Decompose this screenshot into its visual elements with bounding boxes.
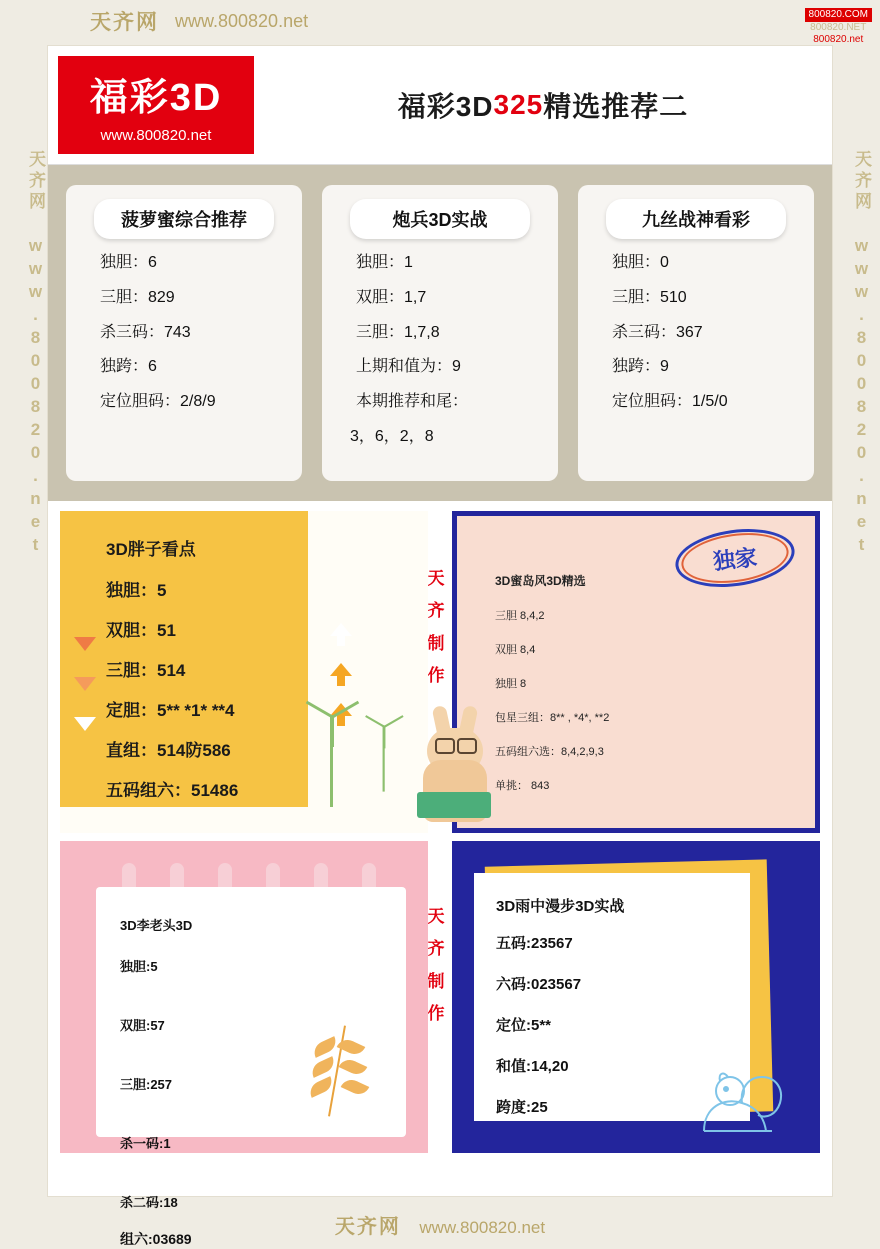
corner-stamp <box>805 4 872 45</box>
card-rainwalk-row-3: 定位:5** <box>496 1017 552 1034</box>
vertical-label-bottom-1: 天 <box>427 907 445 926</box>
fatguy-bottom-strip <box>60 807 428 833</box>
logo-url: www.800820.net <box>100 127 212 144</box>
card-rainwalk-row-4: 和值:14,20 <box>496 1058 569 1075</box>
card-boluomi-row-4: 独跨：6 <box>100 358 157 376</box>
card-island-row-1: 三胆 8,4,2 <box>495 610 545 622</box>
card-boluomi-row-2: 三胆：829 <box>100 288 175 306</box>
exclusive-stamp-text: 独家 <box>711 544 759 574</box>
card-laolaotou-title: 3D李老头3D <box>120 918 193 933</box>
vertical-label-bottom-2: 齐 <box>427 939 445 959</box>
notebook-paper <box>96 887 406 1210</box>
main-grid <box>48 501 832 1210</box>
card-paobing-row-1: 独胆：1 <box>356 254 413 271</box>
card-island-row-5: 五码组六选：8,4,2,9,3 <box>495 746 604 758</box>
bottom-watermark-site: 天齐网 <box>334 1216 401 1238</box>
wheat-icon <box>294 1019 378 1119</box>
card-paobing-row-5: 本期推荐和尾： <box>356 393 469 411</box>
card-laolaotou-row-5: 杀二码:18 <box>120 1195 178 1210</box>
logo-box <box>58 56 254 154</box>
card-fatguy <box>60 511 428 833</box>
vertical-label-top-1: 天 <box>427 569 445 588</box>
logo-title: 福彩3D <box>89 77 223 119</box>
left-watermark-text: 天齐网 www.800820.net <box>26 150 45 558</box>
card-paobing-title: 炮兵3D实战 <box>350 199 530 239</box>
card-laolaotou-row-3: 三胆:257 <box>120 1077 173 1092</box>
card-fatguy-content <box>60 511 428 801</box>
bottom-watermark-bar <box>0 1210 880 1247</box>
card-fatguy-row-6: 五码组六：51486 <box>106 781 239 800</box>
card-rainwalk-row-2: 六码:023567 <box>496 976 582 993</box>
card-fatguy-title: 3D胖子看点 <box>106 540 196 559</box>
card-jiusi-row-1: 独胆：0 <box>612 254 669 271</box>
card-laolaotou-row-4: 杀一码:1 <box>120 1136 171 1151</box>
card-boluomi <box>66 185 302 481</box>
page-title-suffix: 精选推荐二 <box>543 91 689 122</box>
watermark-url: www.800820.net <box>175 10 309 31</box>
card-jiusi-row-5: 定位胆码：1/5/0 <box>612 393 728 411</box>
card-rainwalk <box>452 841 820 1153</box>
card-island-row-3: 独胆 8 <box>495 678 527 690</box>
exclusive-stamp-icon <box>675 530 795 586</box>
card-island-title: 3D蜜岛风3D精选 <box>495 574 586 588</box>
card-fatguy-body <box>60 511 428 833</box>
card-boluomi-title: 菠萝蜜综合推荐 <box>94 199 274 239</box>
bottom-watermark-url: www.800820.net <box>419 1218 546 1237</box>
card-fatguy-row-2: 双胆：51 <box>106 621 176 640</box>
page-title-prefix: 福彩3D <box>397 91 494 122</box>
corner-stamp-line1: 800820.COM <box>805 8 872 22</box>
vertical-label-top-3: 制 <box>427 633 445 653</box>
card-island-row-6: 单挑： 843 <box>495 780 550 792</box>
card-boluomi-row-5: 定位胆码：2/8/9 <box>100 393 216 411</box>
card-rainwalk-body <box>452 841 820 1153</box>
card-fatguy-row-4: 定胆：5** *1* **4 <box>106 701 235 720</box>
card-rainwalk-row-1: 五码:23567 <box>496 935 573 952</box>
card-jiusi-row-4: 独跨：9 <box>612 358 669 376</box>
card-laolaotou-body <box>60 841 428 1210</box>
card-paobing <box>322 185 558 481</box>
card-jiusi-row-2: 三胆：510 <box>612 288 687 306</box>
card-paobing-row-6: 3，6，2，8 <box>350 427 434 445</box>
card-island-row-4: 包星三组：8** , *4*, **2 <box>495 712 610 724</box>
card-jiusi-row-3: 杀三码：367 <box>612 323 703 341</box>
card-laolaotou-row-1: 独胆:5 <box>120 959 158 974</box>
corner-stamp-line3: 800820.net <box>813 33 864 45</box>
card-laolaotou <box>60 841 428 1210</box>
card-jiusi <box>578 185 814 481</box>
top-watermark-bar <box>0 0 880 42</box>
vertical-label-top-4: 作 <box>427 665 445 685</box>
card-fatguy-row-1: 独胆：5 <box>106 581 167 600</box>
card-boluomi-row-3: 杀三码：743 <box>100 323 191 341</box>
left-side-watermark <box>6 150 48 1150</box>
card-fatguy-row-3: 三胆：514 <box>106 661 186 680</box>
page-container <box>48 46 832 1210</box>
page-title-issue: 325 <box>493 89 544 120</box>
card-boluomi-row-1: 独胆：6 <box>100 254 157 271</box>
top-cards-panel <box>48 165 832 501</box>
watermark-site-name: 天齐网 <box>90 11 159 34</box>
page-title <box>254 46 832 164</box>
bunny-icon <box>405 708 515 828</box>
vertical-label-bottom-3: 制 <box>427 971 445 991</box>
card-fatguy-row-5: 直组：514防586 <box>106 741 231 760</box>
card-paobing-row-3: 三胆：1,7,8 <box>356 323 440 341</box>
card-paobing-row-4: 上期和值为：9 <box>356 358 461 376</box>
card-jiusi-title: 九丝战神看彩 <box>606 199 786 239</box>
card-island <box>452 511 820 833</box>
card-rainwalk-title: 3D雨中漫步3D实战 <box>496 898 625 915</box>
corner-stamp-line2: 800820.NET <box>810 22 867 34</box>
card-island-row-2: 双胆 8,4 <box>495 644 536 656</box>
page-header <box>48 46 832 165</box>
vertical-label-top-2: 齐 <box>427 601 445 621</box>
right-watermark-text: 天齐网 www.800820.net <box>852 150 871 558</box>
cut-off-text: 组六:03689 <box>120 1231 192 1247</box>
card-paobing-row-2: 双胆：1,7 <box>356 288 427 306</box>
right-side-watermark <box>832 150 874 1150</box>
card-rainwalk-row-5: 跨度:25 <box>496 1099 548 1116</box>
squirrel-icon <box>684 1047 804 1143</box>
card-island-body <box>452 511 820 833</box>
vertical-label-bottom-4: 作 <box>427 1003 445 1023</box>
card-laolaotou-row-2: 双胆:57 <box>120 1018 165 1033</box>
